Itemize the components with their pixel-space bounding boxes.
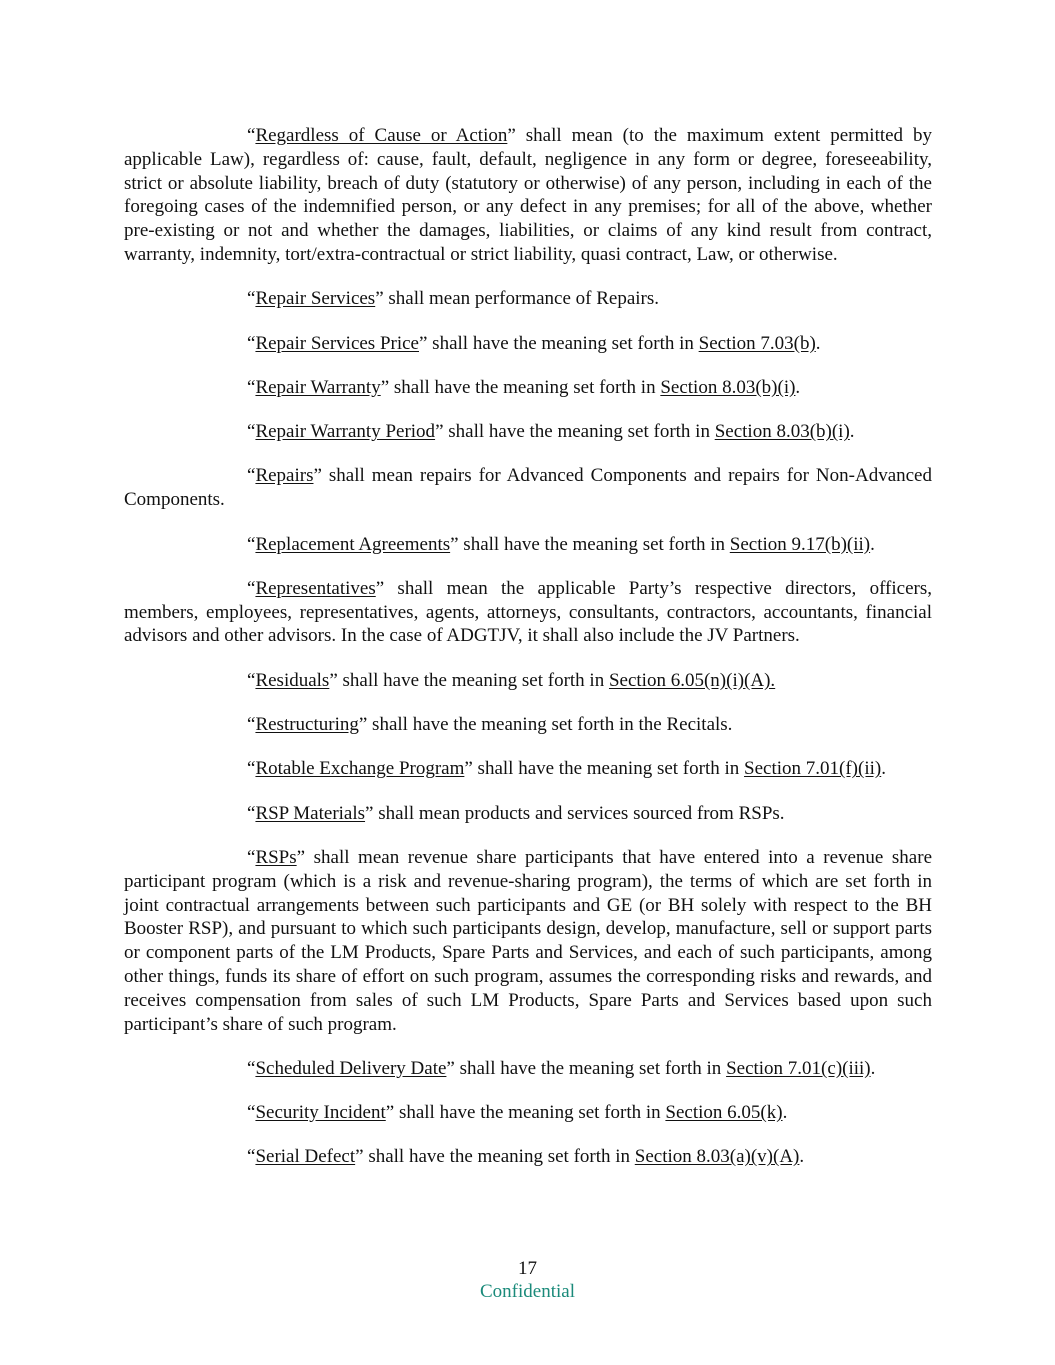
section-reference: Section 7.01(c)(iii)	[726, 1057, 871, 1079]
definition-repair-warranty-period: “Repair Warranty Period” shall have the meaning set forth in Section 8.03(b)(i).	[247, 421, 855, 443]
definition-regardless-of-cause-or-action: “Regardless of Cause or Action” shall mean (to the maximum extent permitted by applicable Law), regardless of: cause, fault, default, negligence in any form or degree, foreseeability, strict or absolute liability, breach of duty (statutory or otherwise) of any person, including in each of the foregoing cases of the indemnified person, or any defect in any premises; for all of the above, whether pre-existing or not and whether the damages, liabilities, or claims of any kind result from contract, warranty, indemnity, tort/extra-contractual or strict liability, quasi contract, Law, or otherwise.	[124, 125, 933, 265]
defined-term: Residuals	[255, 669, 330, 691]
definition-residuals: “Residuals” shall have the meaning set forth in Section 6.05(n)(i)(A).	[247, 669, 776, 691]
definition-repair-warranty: “Repair Warranty” shall have the meaning set forth in Section 8.03(b)(i).	[247, 376, 801, 398]
defined-term: Repair Services Price	[255, 332, 419, 354]
defined-term: Replacement Agreements	[255, 533, 451, 555]
definition-serial-defect: “Serial Defect” shall have the meaning set forth in Section 8.03(a)(v)(A).	[247, 1146, 805, 1168]
section-reference: Section 9.17(b)(ii)	[729, 533, 871, 555]
page-number: 17	[518, 1258, 537, 1279]
section-reference: Section 8.03(a)(v)(A)	[634, 1146, 800, 1168]
defined-term: Repair Warranty	[255, 376, 381, 398]
defined-term: Restructuring	[255, 714, 359, 736]
defined-term: Repairs	[255, 465, 314, 487]
defined-term: RSP Materials	[255, 802, 366, 824]
confidential-label: Confidential	[480, 1281, 575, 1302]
definition-security-incident: “Security Incident” shall have the meaning set forth in Section 6.05(k).	[247, 1102, 788, 1124]
defined-term: RSPs	[255, 846, 297, 868]
defined-term: Serial Defect	[255, 1146, 356, 1168]
section-reference: Section 8.03(b)(i)	[714, 421, 850, 443]
definition-replacement-agreements: “Replacement Agreements” shall have the meaning set forth in Section 9.17(b)(ii).	[247, 533, 875, 555]
defined-term: Security Incident	[255, 1102, 386, 1124]
defined-term: Representatives	[255, 577, 376, 599]
definition-restructuring: “Restructuring” shall have the meaning set forth in the Recitals.	[247, 714, 733, 736]
defined-term: Rotable Exchange Program	[255, 758, 465, 780]
section-reference: Section 6.05(n)(i)(A).	[608, 669, 776, 691]
definition-repair-services-price: “Repair Services Price” shall have the meaning set forth in Section 7.03(b).	[247, 332, 821, 354]
section-reference: Section 8.03(b)(i)	[660, 376, 796, 398]
definition-repair-services: “Repair Services” shall mean performance of Repairs.	[247, 288, 660, 310]
definition-scheduled-delivery-date: “Scheduled Delivery Date” shall have the meaning set forth in Section 7.01(c)(iii).	[247, 1057, 876, 1079]
document-body	[124, 124, 932, 1190]
definition-rotable-exchange-program: “Rotable Exchange Program” shall have the meaning set forth in Section 7.01(f)(ii).	[247, 758, 886, 780]
definition-representatives: “Representatives” shall mean the applicable Party’s respective directors, officers, members, employees, representatives, agents, attorneys, consultants, contractors, accountants, financial advisors and other advisors. In the case of ADGTJV, it shall also include the JV Partners.	[124, 577, 932, 647]
defined-term: Repair Warranty Period	[255, 421, 436, 443]
section-reference: Section 7.03(b)	[698, 332, 816, 354]
definition-rsp-materials: “RSP Materials” shall mean products and services sourced from RSPs.	[247, 802, 785, 824]
section-reference: Section 6.05(k)	[665, 1102, 783, 1124]
definition-rsps: “RSPs” shall mean revenue share participants that have entered into a revenue share participant program (which is a risk and revenue-sharing program), the terms of which are set forth in joint contractual arrangements between such participants and GE (or BH solely with respect to the BH Booster RSP), and pursuant to which such participants design, develop, manufacture, sell or support parts or component parts of the LM Products, Spare Parts and Services, and each of such participants, among other things, funds its share of effort on such program, assumes the corresponding risks and rewards, and receives compensation from sales of such LM Products, Spare Parts and Services based upon such participant’s share of such program.	[124, 846, 932, 1035]
defined-term: Regardless of Cause or Action	[255, 125, 508, 146]
defined-term: Scheduled Delivery Date	[255, 1057, 447, 1079]
defined-term: Repair Services	[255, 288, 376, 310]
definition-repairs: “Repairs” shall mean repairs for Advanced Components and repairs for Non-Advanced Components.	[124, 465, 932, 511]
section-reference: Section 7.01(f)(ii)	[744, 758, 882, 780]
